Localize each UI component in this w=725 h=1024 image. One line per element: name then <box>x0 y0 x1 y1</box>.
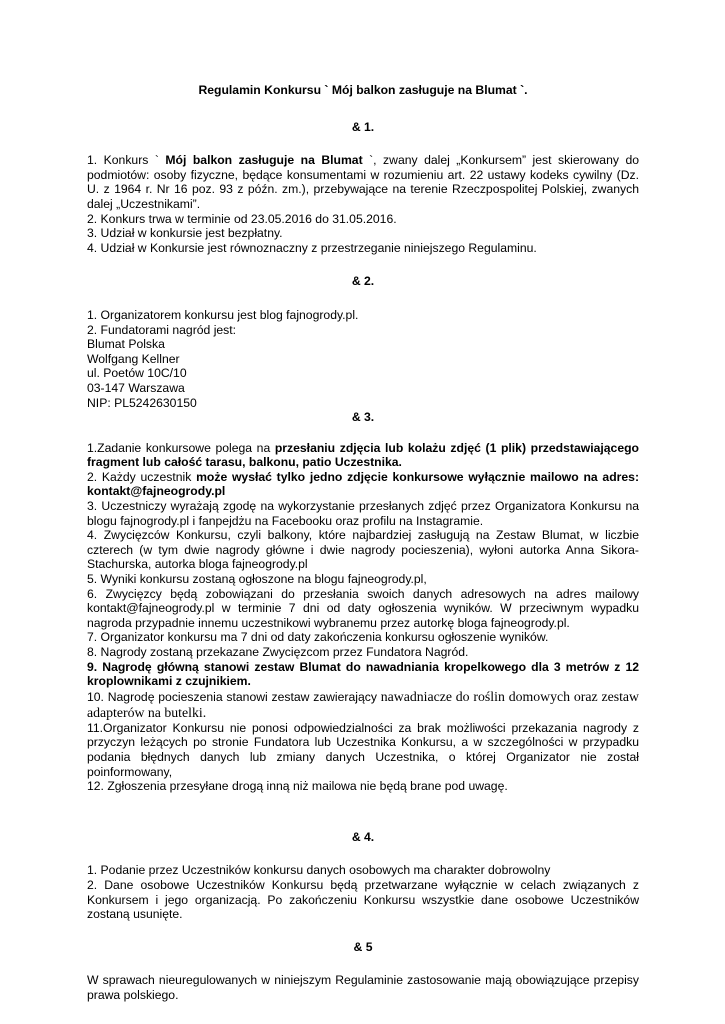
s1-p1-start: 1. Konkurs ` <box>87 153 166 168</box>
s3-paragraph-6: 6. Zwycięzcy będą zobowiązani do przesłania swoich danych adresowych na adres mailowy kontakt@fajneogrody.pl w terminie 7 dni od daty ogłoszenia wyników. W przeciwnym wypadku nagroda przypadnie innemu uczestnikowi wybranemu przez autorkę bloga fajneogrody.pl. <box>87 586 639 630</box>
s3-p1-task: przesłaniu zdjęcia lub kolażu zdjęć (1 plik) przedstawiającego fragment lub całość tarasu, balkonu, patio Uczestnika. <box>87 440 639 470</box>
document-body <box>87 83 639 1003</box>
s2-address-line-5: NIP: PL5242630150 <box>87 395 197 410</box>
s1-paragraph-4: 4. Udział w Konkursie jest równoznaczny z przestrzeganie niniejszego Regulaminu. <box>87 240 537 255</box>
s1-p1-contest-name: Mój balkon zasługuje na Blumat <box>165 153 363 168</box>
s3-paragraph-8: 8. Nagrody zostaną przekazane Zwycięzcom przez Fundatora Nagród. <box>87 645 469 659</box>
s3-paragraph-12: 12. Zgłoszenia przesyłane drogą inną niż mailowa nie będą brane pod uwagę. <box>87 779 508 794</box>
s1-paragraph-3: 3. Udział w konkursie jest bezpłatny. <box>87 226 283 241</box>
s3-paragraph-1 <box>87 441 639 470</box>
document-title: Regulamin Konkursu ` Mój balkon zasługuje na Blumat `. <box>198 83 528 97</box>
s3-paragraph-2 <box>87 470 639 499</box>
s2-paragraph-1: 1. Organizatorem konkursu jest blog fajnogrody.pl. <box>87 307 359 322</box>
s5-paragraph-1: W sprawach nieuregulowanych w niniejszym Regulaminie zastosowanie mają obowiązujące przepisy prawa polskiego. <box>87 973 639 1002</box>
s2-address-line-3: ul. Poetów 10C/10 <box>87 366 187 381</box>
section-3-heading: & 3. <box>351 410 375 425</box>
s3-paragraph-4: 4. Zwycięzców Konkursu, czyli balkony, które najbardziej zasługują na Zestaw Blumat, w liczbie czterech (w tym dwie nagrody główne i dwie nagrody pocieszenia), wyłoni autorka Anna Sikora-Stachurska, autorka bloga fajneogrody.pl <box>87 528 639 572</box>
section-4-heading: & 4. <box>351 829 375 844</box>
s2-address-line-2: Wolfgang Kellner <box>87 351 180 366</box>
s1-p1-rest: `, zwany dalej „Konkursem” jest skierowany do podmiotów: osoby fizyczne, będące konsumentami w rozumieniu art. 22 ustawy kodeks cywilny (Dz. U. z 1964 r. Nr 16 poz. 93 z późn. zm.), przebywające na terenie Rzeczpospolitej Polskiej, zwanych dalej „Uczestnikami”. <box>87 153 639 211</box>
s3-paragraph-11: 11.Organizator Konkursu nie ponosi odpowiedzialności za brak możliwości przekazania nagrody z przyczyn leżących po stronie Fundatora lub Uczestnika Konkursu, a w szczególności w przypadku podania błędnych danych lub zmiany danych Uczestnika, o której Organizator nie został poinformowany, <box>87 720 639 779</box>
s4-paragraph-1: 1. Podanie przez Uczestników konkursu danych osobowych ma charakter dobrowolny <box>87 863 551 878</box>
s3-paragraph-3: 3. Uczestniczy wyrażają zgodę na wykorzystanie przesłanych zdjęć przez Organizatora Konkursu na blogu fajnogrody.pl i fanpejdżu na Facebooku oraz profilu na Instagramie. <box>87 499 639 528</box>
s3-p10-rest: nawadniacze do roślin domowych oraz zestaw adapterów na butelki. <box>87 688 639 720</box>
s3-paragraph-10 <box>87 689 639 721</box>
s1-paragraph-1 <box>87 153 639 211</box>
s3-paragraph-5: 5. Wyniki konkursu zostaną ogłoszone na blogu fajneogrody.pl, <box>87 572 427 587</box>
s3-p1-start: 1.Zadanie konkursowe polega na <box>87 440 275 455</box>
s3-p2-start: 2. Każdy uczestnik <box>87 469 197 484</box>
section-1-heading: & 1. <box>351 119 375 134</box>
s2-address-line-1: Blumat Polska <box>87 337 165 352</box>
section-2-heading: & 2. <box>351 274 375 289</box>
s3-paragraph-7: 7. Organizator konkursu ma 7 dni od daty zakończenia konkursu ogłoszenie wyników. <box>87 630 549 645</box>
s3-paragraph-9: 9. Nagrodę główną stanowi zestaw Blumat do nawadniania kropelkowego dla 3 metrów z 12 kroplownikami z czujnikiem. <box>87 659 639 689</box>
s1-paragraph-2: 2. Konkurs trwa w terminie od 23.05.2016 do 31.05.2016. <box>87 211 397 226</box>
s4-paragraph-2: 2. Dane osobowe Uczestników Konkursu będą przetwarzane wyłącznie w celach związanych z Konkursem i jego organizacją. Po zakończeniu Konkursu wszystkie dane osobowe Uczestników zostaną usunięte. <box>87 877 639 922</box>
section-5-heading: & 5 <box>353 939 373 954</box>
s3-p10-start: 10. Nagrodę pocieszenia stanowi zestaw zawierający <box>87 689 381 704</box>
s2-paragraph-2: 2. Fundatorami nagród jest: <box>87 322 237 337</box>
s2-address-line-4: 03-147 Warszawa <box>87 380 185 395</box>
s3-p2-rule: może wysłać tylko jedno zdjęcie konkursowe wyłącznie mailowo na adres: kontakt@fajneogrody.pl <box>87 469 639 499</box>
